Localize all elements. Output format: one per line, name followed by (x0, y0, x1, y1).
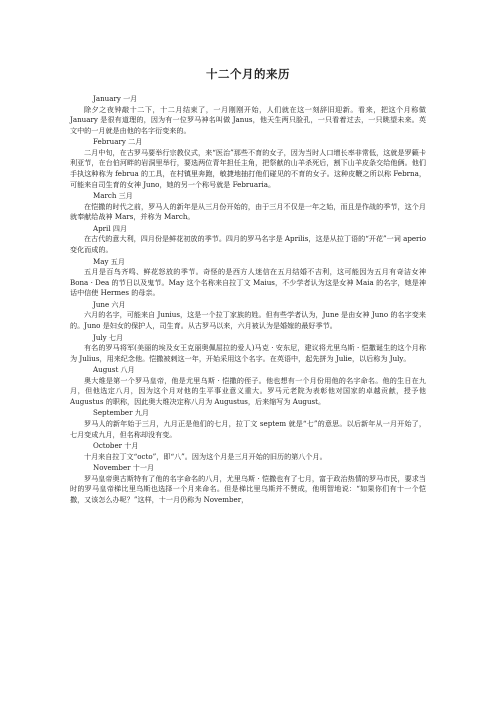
section-body: 在恺撒的时代之前，罗马人的新年是从三月份开始的，由于三月不仅是一年之始，而且是作战的季节，这个月就奉献给战神 Mars，并称为 March。 (70, 201, 426, 222)
section-body: 五月是百鸟齐鸣、鲜花怒放的季节。奇怪的是西方人迷信在五月结婚不吉利，这可能因为五月有奇洁女神 Bona · Dea 的节日以及鬼节。May 这个名称来自拉丁文 Maius，不少学者认为这是女神 Maia 的名字，她是神话中信使 Hermes 的母亲。 (70, 267, 426, 298)
section-body: 罗马皇帝奥古斯特有了他的名字命名的八月，尤里乌斯 · 恺撒也有了七月，富于政治热情的罗马市民，要求当时的罗马皇帝梯比里乌斯也选择一个月来命名。但是梯比里乌斯并不赞成，他明智地说：“如果你们有十一个恺撒，又该怎么办呢？”这样，十一月仍称为 November， (70, 473, 426, 504)
document-title: 十二个月的来历 (206, 67, 290, 81)
section-heading: August 八月 (93, 365, 135, 375)
section-heading: October 十月 (93, 441, 139, 451)
section-body: 除夕之夜钟敲十二下，十二月结束了，一月刚刚开始，人们就在这一刻辞旧迎新。看来，把这个月称做 January 是很有道理的，因为有一位罗马神名叫做 Janus，他天生两只脸孔，一只看着过去，一只眺望未来。英文中的一月就是由他的名字衍变来的。 (70, 104, 426, 135)
section-body: 有名的罗马将军(美丽的埃及女王克丽奥佩屈拉的爱人)马克 · 安东尼，建议将尤里乌斯 · 恺撒诞生的这个月称为 Julius，用来纪念他。恺撒被刺这一年，开始采用这个名字。在英语中，起先拼为 Julie，以后称为 July。 (70, 343, 426, 363)
section-heading: March 三月 (93, 191, 133, 201)
section-heading: September 九月 (93, 408, 149, 418)
section-heading: January 一月 (93, 94, 138, 103)
section-heading: November 十一月 (93, 463, 155, 473)
section-body: 奥大维是第一个罗马皇帝，他是尤里乌斯 · 恺撒的侄子。他也想有一个月份用他的名字命名。他的生日在九月，但他选定八月，因为这个月对他的生平事业意义重大。罗马元老院为表彰他对国家的卓越贡献，授予他 Augustus 的职称，因此奥大维决定称八月为 Augustus，后来缩写为 August。 (70, 375, 426, 406)
sections (70, 94, 426, 506)
section-heading: July 七月 (93, 332, 124, 342)
section-body: 六月的名字，可能来自 Junius，这是一个拉丁家族的姓。但有些学者认为，June 是由女神 Juno 的名字变来的。Juno 是妇女的保护人，司生育。从古罗马以来，六月被认为是婚嫁的最好季节。 (70, 310, 426, 330)
section-body: 二月中旬，在古罗马要举行宗教仪式，来“医治”那些不育的女子，因为当时人口增长率非常低，这就是罗籁卡利亚节，在台伯河畔的岩洞里举行，要选两位青年担任主角，把祭献的山羊杀死后，割下山羊皮条交给他俩。他们手执这种称为 februa 的工具，在村镇里奔跑，敏捷地抽打他们碰见的不育的女子。这种皮鞭之所以称 Febrna，可能来自司生育的女神 Juno，她的另一个称号就是 Februaria。 (70, 147, 426, 189)
section-body: 罗马人的新年始于三月，九月正是他们的七月，拉丁文 septem 就是“七”的意思。以后新年从一月开始了，七月变成九月，但名称却没有变。 (70, 418, 426, 439)
section-heading: June 六月 (93, 299, 126, 309)
section-heading: April 四月 (93, 223, 128, 233)
section-body: 十月来自拉丁文“octo”，即“八”。因为这个月是三月开始的旧历的第八个月。 (84, 451, 327, 461)
section-body: 在古代的意大利，四月份是鲜花初放的季节。四月的罗马名字是 Aprilis，这是从拉丁语的“开花”一词 aperio 变化而成的。 (70, 234, 426, 254)
section-heading: May 五月 (93, 256, 125, 266)
section-heading: February 二月 (93, 137, 143, 147)
